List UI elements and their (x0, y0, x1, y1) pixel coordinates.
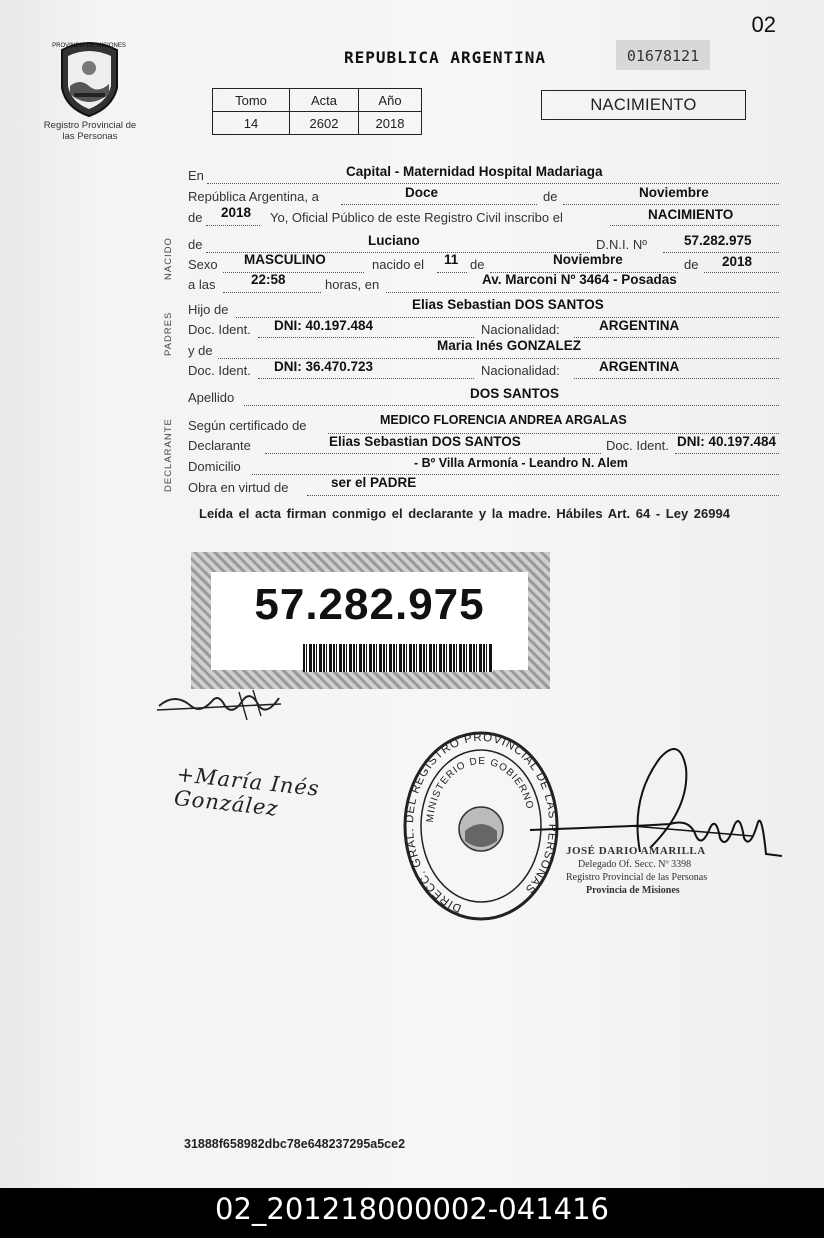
register-value-tomo: 14 (213, 112, 290, 135)
label-de: de (188, 210, 203, 225)
label-de: de (543, 189, 558, 204)
label-y-de: y de (188, 343, 213, 358)
declarant-signature (155, 686, 285, 726)
document-hash: 31888f658982dbc78e648237295a5ce2 (184, 1137, 406, 1151)
barcode-inner (211, 572, 528, 670)
side-label-padres: PADRES (163, 311, 174, 356)
label-doc-ident: Doc. Ident. (606, 438, 669, 453)
barcode-bars-icon (303, 644, 493, 672)
label-segun: Según certificado de (188, 418, 307, 433)
officer-block (566, 845, 707, 897)
field-line (341, 188, 537, 205)
label-yo-oficial: Yo, Oficial Público de este Registro Civil inscribo el (270, 210, 563, 225)
value-padre: Elias Sebastian DOS SANTOS (412, 297, 604, 312)
stamp-outer-text: DIRECC. GRAL. DEL REGISTRO PROVINCIAL DE LAS PERSONAS (403, 731, 559, 915)
value-acto: NACIMIENTO (648, 207, 734, 222)
register-header-acta: Acta (290, 89, 359, 112)
label-dni: D.N.I. Nº (596, 237, 647, 252)
value-mes-nac: Noviembre (553, 252, 623, 267)
value-hora: 22:58 (251, 272, 286, 287)
side-label-declarante: DECLARANTE (163, 418, 174, 492)
label-de: de (470, 257, 485, 272)
value-dia-letras: Doce (405, 185, 439, 200)
value-padre-dni: DNI: 40.197.484 (274, 318, 374, 333)
label-nacido-el: nacido el (372, 257, 425, 272)
footer-file-id: 02_201218000002-041416 (0, 1188, 824, 1238)
record-type: NACIMIENTO (541, 90, 746, 120)
register-header-tomo: Tomo (213, 89, 290, 112)
value-certificado: MEDICO FLORENCIA ANDREA ARGALAS (380, 413, 627, 427)
label-nacionalidad: Nacionalidad: (481, 363, 560, 378)
barcode-number: 57.282.975 (254, 580, 485, 629)
page-number: 02 (751, 12, 776, 37)
country-title: REPUBLICA ARGENTINA (344, 48, 547, 67)
value-dni: 57.282.975 (684, 233, 752, 248)
province-crest-icon (52, 38, 127, 118)
label-obra: Obra en virtud de (188, 480, 289, 495)
value-obra: ser el PADRE (331, 475, 417, 490)
register-value-anio: 2018 (359, 112, 422, 135)
value-madre-nac: ARGENTINA (599, 359, 680, 374)
label-horas-en: horas, en (325, 277, 380, 292)
register-header-anio: Año (359, 89, 422, 112)
value-lugar: Capital - Maternidad Hospital Madariaga (346, 164, 603, 179)
crest-label: Registro Provincial de las Personas (43, 120, 137, 142)
signature-note: Leída el acta firman conmigo el declarante y la madre. Hábiles Art. 64 - Ley 26994 (199, 506, 730, 521)
officer-role: Delegado Of. Secc. Nº 3398 (578, 859, 692, 870)
barcode-sticker (191, 552, 550, 689)
value-padre-nac: ARGENTINA (599, 318, 680, 333)
value-anio: 2018 (221, 205, 252, 220)
side-label-nacido: NACIDO (163, 237, 174, 280)
register-table (212, 88, 422, 135)
value-declarante-dni: DNI: 40.197.484 (677, 434, 777, 449)
label-sexo: Sexo (188, 257, 218, 272)
label-en: En (188, 168, 204, 183)
officer-office: Registro Provincial de las Personas (566, 872, 708, 883)
label-doc-ident: Doc. Ident. (188, 322, 251, 337)
value-sexo: MASCULINO (244, 252, 326, 267)
value-madre-dni: DNI: 36.470.723 (274, 359, 374, 374)
crest-lettering: PROVINCIA DE MISIONES (52, 43, 126, 49)
value-dia-nac: 11 (444, 252, 459, 267)
register-value-acta: 2602 (290, 112, 359, 135)
label-domicilio: Domicilio (188, 459, 241, 474)
label-de: de (188, 237, 203, 252)
label-declarante: Declarante (188, 438, 251, 453)
serial-number: 01678121 (616, 40, 710, 70)
value-domicilio: - Bº Villa Armonía - Leandro N. Alem (414, 456, 628, 470)
label-apellido: Apellido (188, 390, 235, 405)
value-madre: Maria Inés GONZALEZ (437, 338, 582, 353)
value-declarante: Elias Sebastian DOS SANTOS (329, 434, 521, 449)
officer-province: Provincia de Misiones (586, 885, 680, 896)
value-domicilio-nac: Av. Marconi Nº 3464 - Posadas (482, 272, 677, 287)
officer-name: JOSÉ DARIO AMARILLA (566, 845, 706, 857)
value-apellido: DOS SANTOS (470, 386, 560, 401)
label-de: de (684, 257, 699, 272)
label-doc-ident: Doc. Ident. (188, 363, 251, 378)
stamp-inner-text: MINISTERIO DE GOBIERNO (424, 755, 536, 823)
label-republica: República Argentina, a (188, 189, 319, 204)
value-nombre: Luciano (368, 233, 420, 248)
label-a-las: a las (188, 277, 216, 292)
label-nacionalidad: Nacionalidad: (481, 322, 560, 337)
mother-signature: +María Inés González (172, 762, 321, 821)
value-anio-nac: 2018 (722, 254, 753, 269)
value-mes: Noviembre (639, 185, 709, 200)
label-hijo-de: Hijo de (188, 302, 229, 317)
